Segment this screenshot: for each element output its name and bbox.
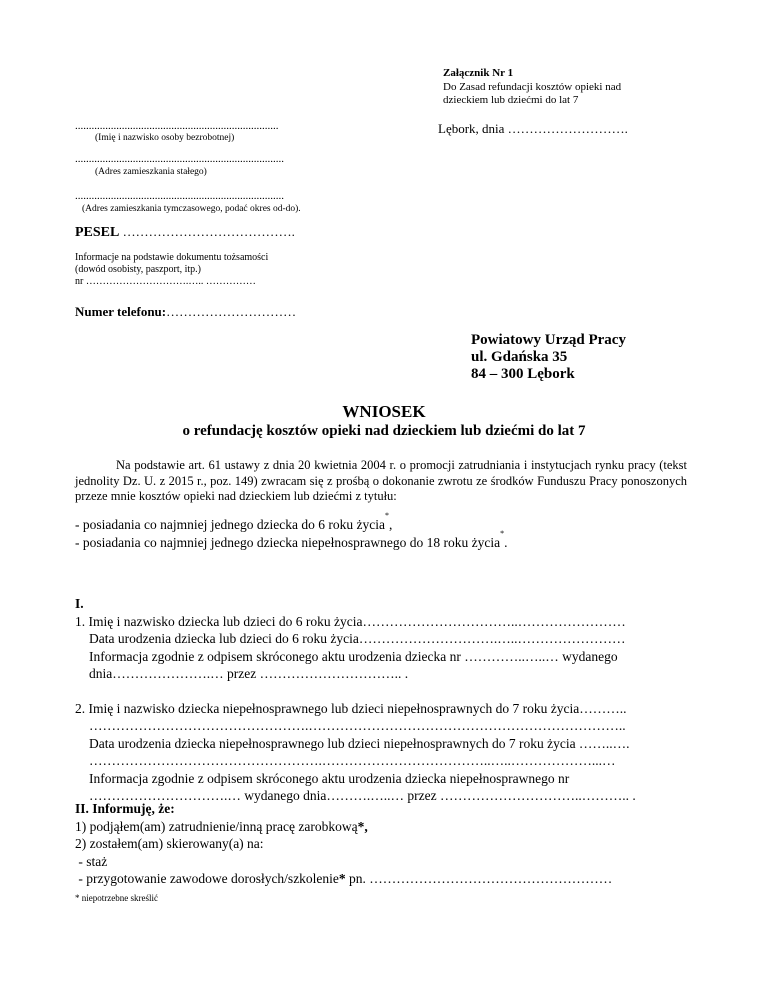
employment-line: 1) podjąłem(am) zatrudnienie/inną pracę zarobkową*, <box>75 818 368 834</box>
id-doc-line-1: Informacje na podstawie dokumentu tożsamości <box>75 252 269 263</box>
internship-line: - staż <box>75 853 108 869</box>
issued-line: dnia………………….… przez ………………………….. . <box>89 666 409 681</box>
id-doc-line-3: nr ………………………….….. …………… <box>75 276 256 287</box>
section-1-title: I. <box>75 596 84 611</box>
option-2: - posiadania co najmniej jednego dziecka niepełnosprawnego do 18 roku życia*. <box>75 528 508 550</box>
intro-paragraph: Na podstawie art. 61 ustawy z dnia 20 kwietnia 2004 r. o promocji zatrudniania i instytucjach rynku pracy (tekst jednolity Dz. U. z 2015 r., poz. 149) zwracam się z prośbą o dokonanie zwrotu ze środków Funduszu Pracy ponoszonych przeze mnie kosztów opieki nad dzieckiem lub dziećmi z tytułu: <box>75 458 687 503</box>
pesel-label: PESEL <box>75 225 120 240</box>
section-2 <box>75 800 612 888</box>
disabled-issued-line: ………………………….… wydanego dnia……….…..… przez …………………………..……….. . <box>89 788 636 803</box>
section-1 <box>75 595 636 805</box>
option-1: - posiadania co najmniej jednego dziecka do 6 roku życia*, <box>75 511 393 532</box>
name-dots: .......................................................................... <box>75 120 279 132</box>
child-birthdate-line: Data urodzenia dziecka lub dzieci do 6 roku życia………………………….…..…………………… <box>89 631 626 646</box>
disabled-child-dots: ………………………………………….…………………………………………………………….. <box>89 718 626 733</box>
place-date: Lębork, dnia ………………………. <box>438 121 628 136</box>
phone-dots: ………………………… <box>166 304 297 319</box>
annex-line-2: dzieckiem lub dziećmi do lat 7 <box>443 94 579 106</box>
footnote: * niepotrzebne skreślić <box>75 893 158 903</box>
birth-cert-line: Informacja zgodnie z odpisem skróconego aktu urodzenia dziecka nr …………..…..… wydanego <box>89 648 618 664</box>
address-dots: ............................................................................ <box>75 153 284 165</box>
office-line-3: 84 – 300 Lębork <box>471 366 575 382</box>
office-line-2: ul. Gdańska 35 <box>471 349 568 365</box>
disabled-child-birthdate-dots: …………………………………………….………………………………..…..………………...… <box>89 753 616 768</box>
annex-title: Załącznik Nr 1 <box>443 67 514 79</box>
disabled-child-birthdate-line: Data urodzenia dziecka niepełnosprawnego lub dzieci niepełnosprawnych do 7 roku życia ……..…. <box>89 735 630 751</box>
disabled-birth-cert-line: Informacja zgodnie z odpisem skróconego aktu urodzenia dziecka niepełnosprawnego nr <box>89 770 570 786</box>
temp-address-caption: (Adres zamieszkania tymczasowego, podać okres od-do). <box>82 204 301 214</box>
referral-line: 2) zostałem(am) skierowany(a) na: <box>75 836 264 851</box>
document-title: WNIOSEK <box>342 402 426 421</box>
phone-label: Numer telefonu: <box>75 304 167 319</box>
phone-line <box>75 304 296 320</box>
id-document-info <box>75 252 268 288</box>
annex-line-1: Do Zasad refundacji kosztów opieki nad <box>443 80 622 93</box>
address-caption: (Adres zamieszkania stałego) <box>95 167 207 177</box>
temp-address-dots: ............................................................................ <box>75 190 284 202</box>
options-list <box>75 511 508 551</box>
id-doc-line-2: (dowód osobisty, paszport, itp.) <box>75 264 202 275</box>
office-line-1: Powiatowy Urząd Pracy <box>471 332 626 348</box>
office-address <box>471 332 626 383</box>
document-subtitle: o refundację kosztów opieki nad dzieckiem lub dziećmi do lat 7 <box>182 423 586 439</box>
disabled-child-name-line: 2. Imię i nazwisko dziecka niepełnosprawnego lub dzieci niepełnosprawnych do 7 roku życia……….. <box>75 700 627 716</box>
training-line: - przygotowanie zawodowe dorosłych/szkolenie* pn. ……………………………………………… <box>75 871 613 886</box>
name-caption: (Imię i nazwisko osoby bezrobotnej) <box>95 133 235 143</box>
pesel-dots: …………………………………. <box>119 224 295 239</box>
annex-header <box>443 67 673 108</box>
pesel-line <box>75 224 295 241</box>
section-2-title: II. Informuję, że: <box>75 801 175 816</box>
child-name-line: 1. Imię i nazwisko dziecka lub dzieci do 6 roku życia……………………………..…………………… <box>75 613 626 629</box>
